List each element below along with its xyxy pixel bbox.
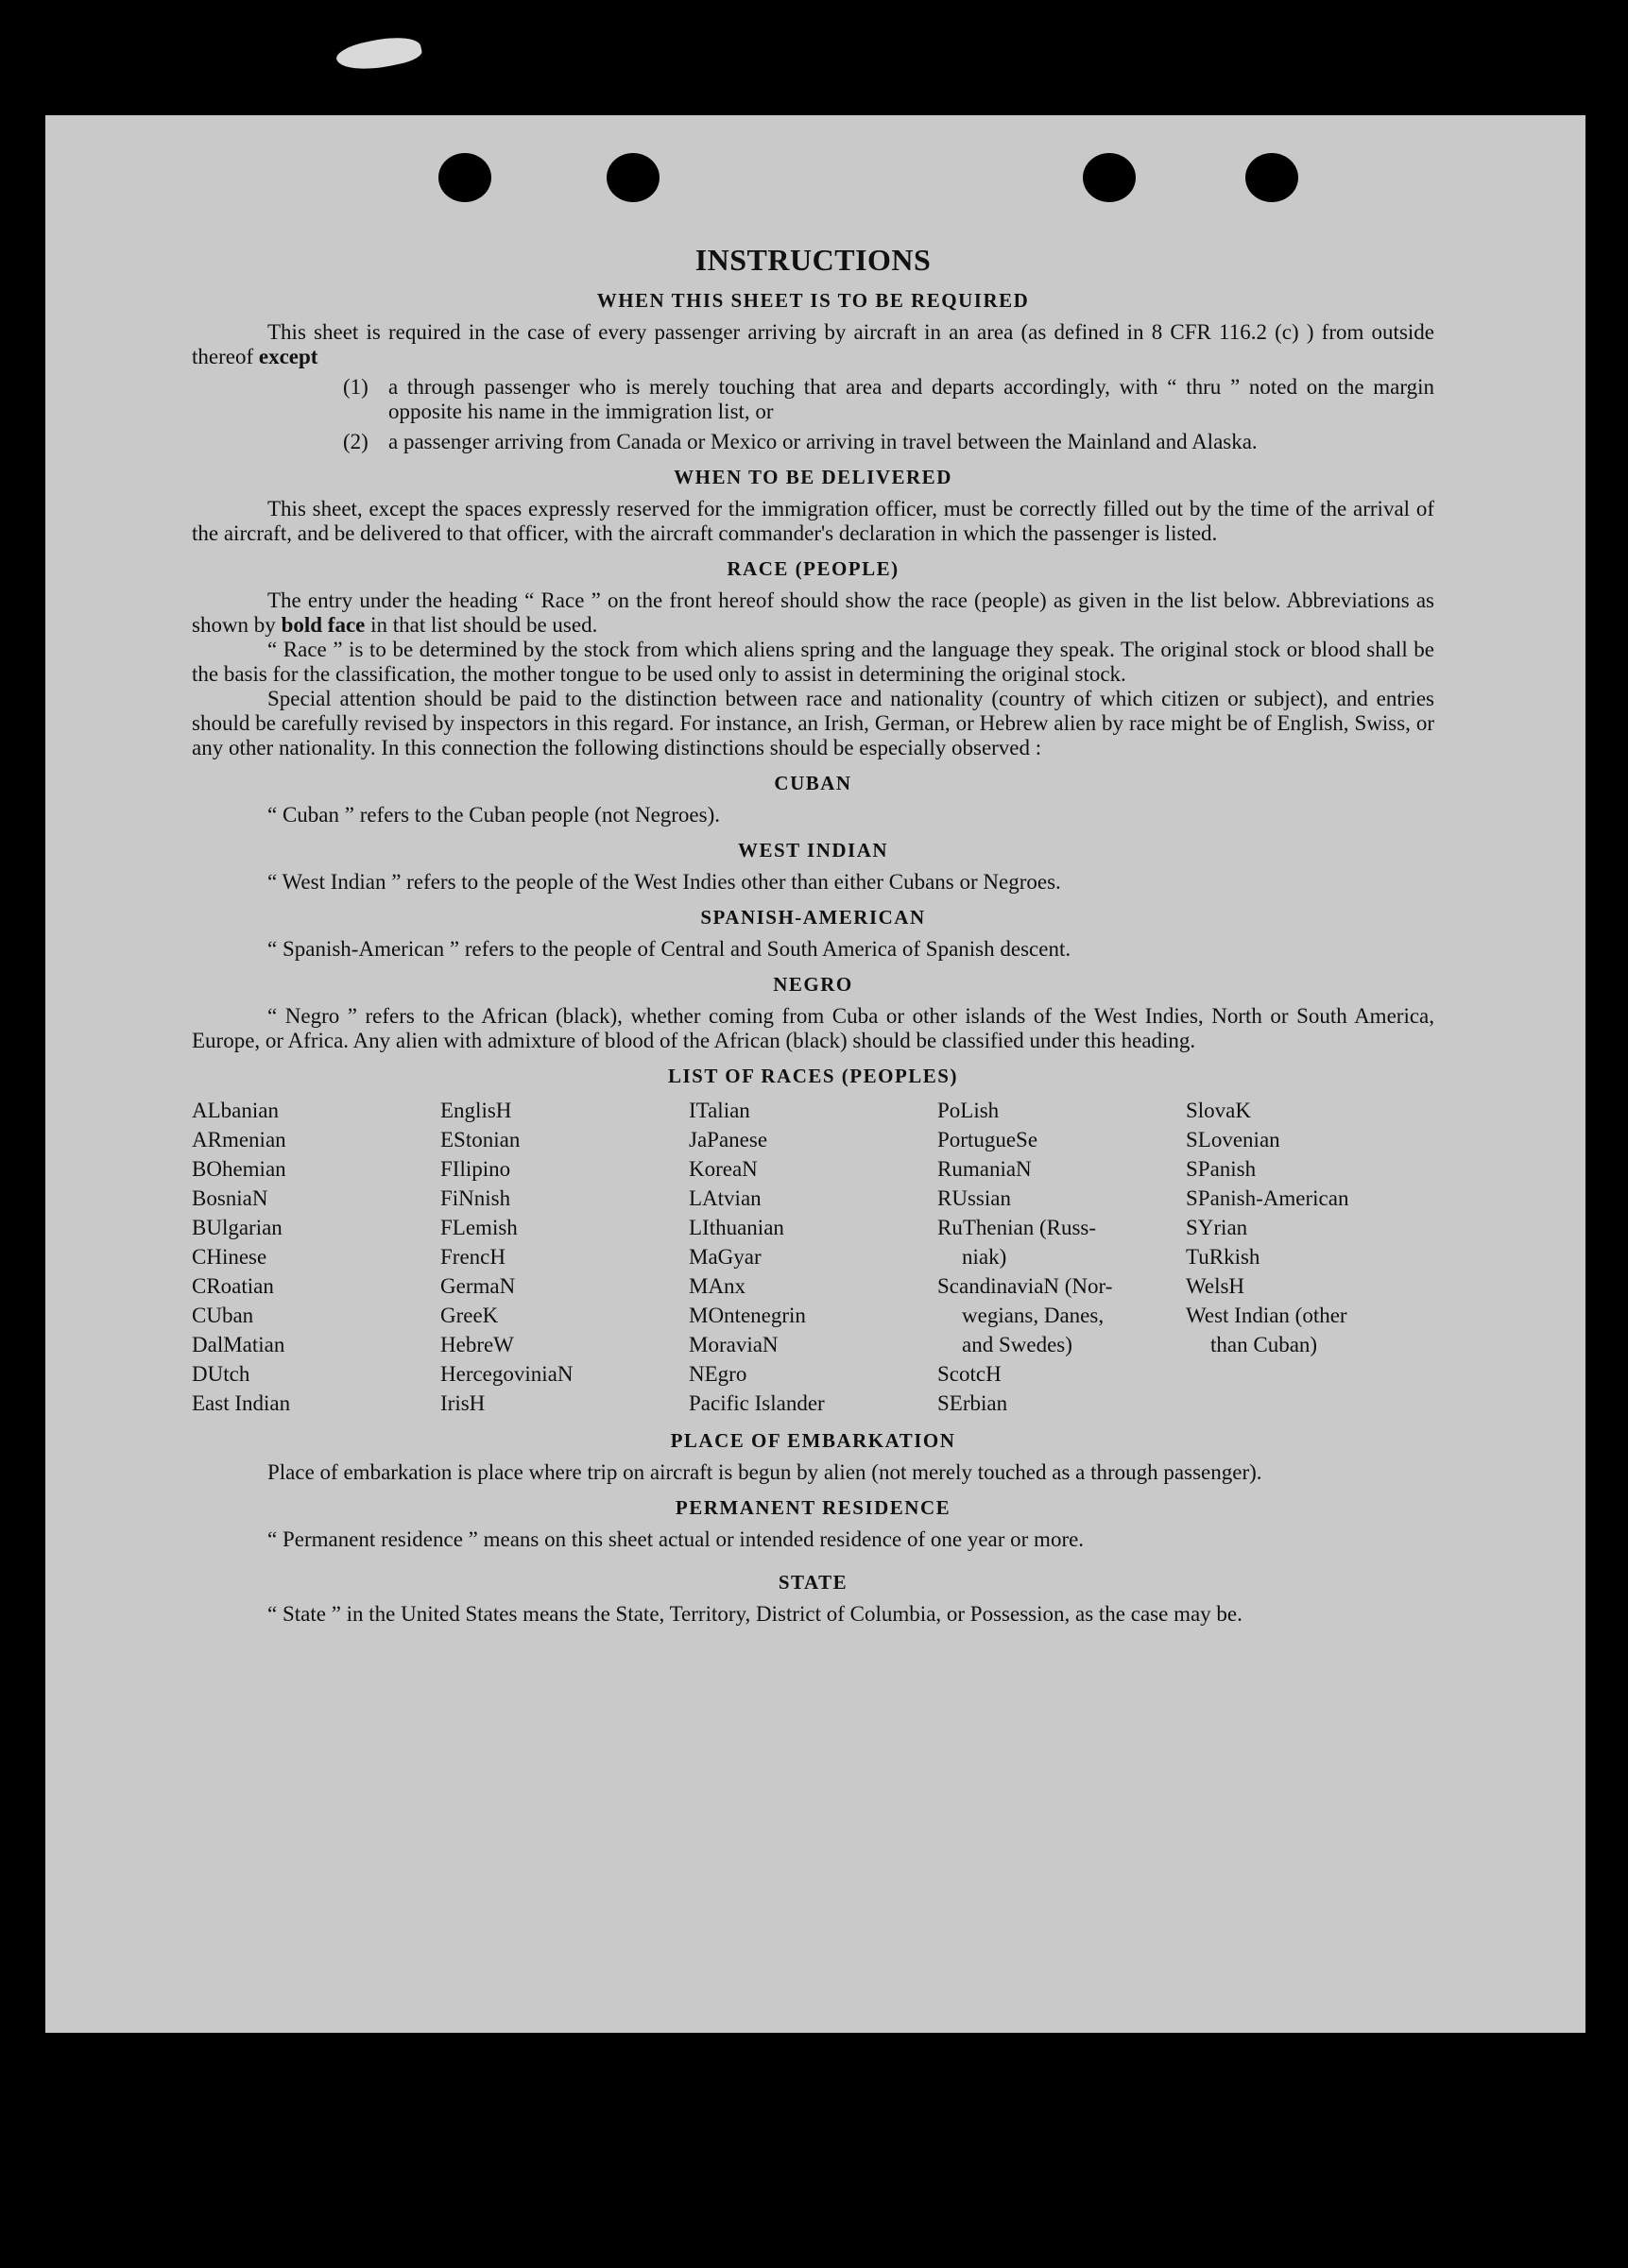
heading-race: RACE (PEOPLE) (727, 557, 900, 580)
race-entry: WelsH (1186, 1274, 1245, 1298)
race-entry: BOhemian (192, 1157, 286, 1181)
race-entry: PortugueSe (937, 1128, 1038, 1151)
when-required-intro (192, 320, 1434, 369)
heading-place-of-embarkation: PLACE OF EMBARKATION (670, 1429, 956, 1452)
race-entry: IrisH (440, 1391, 486, 1415)
sheet-content (192, 243, 1434, 1627)
cuban-text: “ Cuban ” refers to the Cuban people (not Negroes). (267, 803, 721, 827)
race-entry: East Indian (192, 1391, 291, 1415)
race-entry: JaPanese (689, 1128, 768, 1151)
negro-text: “ Negro ” refers to the African (black), whether coming from Cuba or other islands of the West Indies, North or South America, Europe, or Africa. Any alien with admixture of blood of the African (black) should be classified under this heading. (192, 1004, 1434, 1052)
exception-item-1-text: a through passenger who is merely touching that area and departs accordingly, with “ thru ” noted on the margin opposite his name in the immigration list, or (388, 375, 1434, 423)
heading-when-required: WHEN THIS SHEET IS TO BE REQUIRED (596, 289, 1030, 312)
race-p1-bold: bold face (281, 613, 366, 637)
races-column (689, 1096, 937, 1418)
race-entry: SPanish-American (1186, 1186, 1349, 1210)
race-entry: CUban (192, 1304, 254, 1327)
punch-hole (438, 153, 491, 202)
residence-text: “ Permanent residence ” means on this sheet actual or intended residence of one year or more. (267, 1527, 1085, 1551)
race-entry: LAtvian (689, 1186, 762, 1210)
race-paragraph-2: “ Race ” is to be determined by the stock from which aliens spring and the language they speak. The original stock or blood shall be the basis for the classification, the mother tongue to be used only to assist in determining the original stock. (192, 638, 1434, 686)
heading-permanent-residence: PERMANENT RESIDENCE (675, 1496, 951, 1519)
race-entry: DUtch (192, 1362, 250, 1386)
race-entry: BUlgarian (192, 1216, 283, 1239)
race-entry: KoreaN (689, 1157, 758, 1181)
race-entry: FrencH (440, 1245, 506, 1269)
race-entry: ITalian (689, 1099, 750, 1122)
heading-state: STATE (778, 1571, 848, 1594)
race-entry: MAnx (689, 1274, 746, 1298)
race-entry: DalMatian (192, 1333, 285, 1356)
race-entry: TuRkish (1186, 1245, 1260, 1269)
race-entry: CHinese (192, 1245, 267, 1269)
exception-item-2 (192, 430, 1434, 454)
race-paragraph-1 (192, 588, 1434, 638)
race-entry: Pacific Islander (689, 1391, 825, 1415)
race-entry: HercegoviniaN (440, 1362, 574, 1386)
race-entry: RuThenian (Russ- (937, 1216, 1097, 1239)
race-entry: GermaN (440, 1274, 516, 1298)
races-column (192, 1096, 440, 1418)
race-entry: and Swedes) (962, 1333, 1072, 1356)
when-required-except: except (258, 345, 318, 368)
embarkation-text: Place of embarkation is place where trip on aircraft is begun by alien (not merely touched as a through passenger). (267, 1460, 1262, 1484)
punch-hole (1245, 153, 1298, 202)
race-p1-tail: in that list should be used. (365, 613, 598, 637)
heading-when-delivered: WHEN TO BE DELIVERED (674, 466, 952, 488)
race-entry: NEgro (689, 1362, 747, 1386)
race-entry: ARmenian (192, 1128, 286, 1151)
exception-item-2-number: (2) (343, 430, 368, 453)
race-entry: LIthuanian (689, 1216, 784, 1239)
race-entry: EnglisH (440, 1099, 512, 1122)
race-entry: than Cuban) (1210, 1333, 1318, 1356)
race-entry: ScotcH (937, 1362, 1002, 1386)
race-entry: SYrian (1186, 1216, 1248, 1239)
races-column (1186, 1096, 1434, 1418)
race-entry: niak) (962, 1245, 1007, 1269)
when-required-intro-text: This sheet is required in the case of every passenger arriving by aircraft in an area (as defined in 8 CFR 116.2 (c) ) from outside thereof (192, 320, 1434, 368)
paper-scrap (334, 31, 423, 77)
races-column (440, 1096, 689, 1418)
race-p1-text: The entry under the heading “ Race ” on the front hereof should show the race (people) as given in the list below. Abbreviations as shown by (192, 588, 1434, 637)
race-entry: FIlipino (440, 1157, 511, 1181)
race-entry: ALbanian (192, 1099, 279, 1122)
exception-item-1 (192, 375, 1434, 424)
race-paragraph-3: Special attention should be paid to the distinction between race and nationality (country of which citizen or subject), and entries should be carefully revised by inspectors in this regard. For instance, an Irish, German, or Hebrew alien by race might be of English, Swiss, or any other nationality. In this connection the following distinctions should be especially observed : (192, 687, 1434, 759)
race-entry: West Indian (other (1186, 1304, 1347, 1327)
west-indian-text: “ West Indian ” refers to the people of the West Indies other than either Cubans or Negroes. (267, 870, 1061, 894)
race-entry: MaGyar (689, 1245, 762, 1269)
punch-hole (607, 153, 660, 202)
race-entry: FiNnish (440, 1186, 511, 1210)
instruction-sheet (45, 115, 1585, 2033)
page-title: INSTRUCTIONS (694, 243, 932, 277)
race-entry: SPanish (1186, 1157, 1257, 1181)
heading-spanish-american: SPANISH-AMERICAN (700, 906, 926, 929)
exception-item-2-text: a passenger arriving from Canada or Mexico or arriving in travel between the Mainland and Alaska. (388, 430, 1258, 453)
race-entry: HebreW (440, 1333, 514, 1356)
punch-hole (1083, 153, 1136, 202)
race-entry: GreeK (440, 1304, 499, 1327)
heading-list-of-races: LIST OF RACES (PEOPLES) (668, 1065, 958, 1087)
race-entry: SlovaK (1186, 1099, 1251, 1122)
race-entry: BosniaN (192, 1186, 268, 1210)
race-entry: wegians, Danes, (962, 1304, 1105, 1327)
race-entry: MoraviaN (689, 1333, 779, 1356)
spanish-american-text: “ Spanish-American ” refers to the people of Central and South America of Spanish descent. (267, 937, 1071, 961)
race-entry: RUssian (937, 1186, 1011, 1210)
race-entry: PoLish (937, 1099, 1000, 1122)
race-entry: SErbian (937, 1391, 1008, 1415)
heading-west-indian: WEST INDIAN (737, 839, 889, 861)
race-entry: FLemish (440, 1216, 518, 1239)
races-list (192, 1096, 1434, 1418)
race-entry: RumaniaN (937, 1157, 1032, 1181)
race-entry: ScandinaviaN (Nor- (937, 1274, 1113, 1298)
heading-negro: NEGRO (773, 973, 853, 996)
race-entry: SLovenian (1186, 1128, 1280, 1151)
when-delivered-text: This sheet, except the spaces expressly reserved for the immigration officer, must be correctly filled out by the time of the arrival of the aircraft, and be delivered to that officer, with the aircraft commander's declaration in which the passenger is listed. (192, 497, 1434, 545)
state-text: “ State ” in the United States means the State, Territory, District of Columbia, or Possession, as the case may be. (267, 1602, 1242, 1626)
race-entry: CRoatian (192, 1274, 274, 1298)
race-entry: EStonian (440, 1128, 521, 1151)
race-entry: MOntenegrin (689, 1304, 806, 1327)
races-column (937, 1096, 1186, 1418)
heading-cuban: CUBAN (774, 772, 852, 794)
exception-item-1-number: (1) (343, 375, 368, 399)
